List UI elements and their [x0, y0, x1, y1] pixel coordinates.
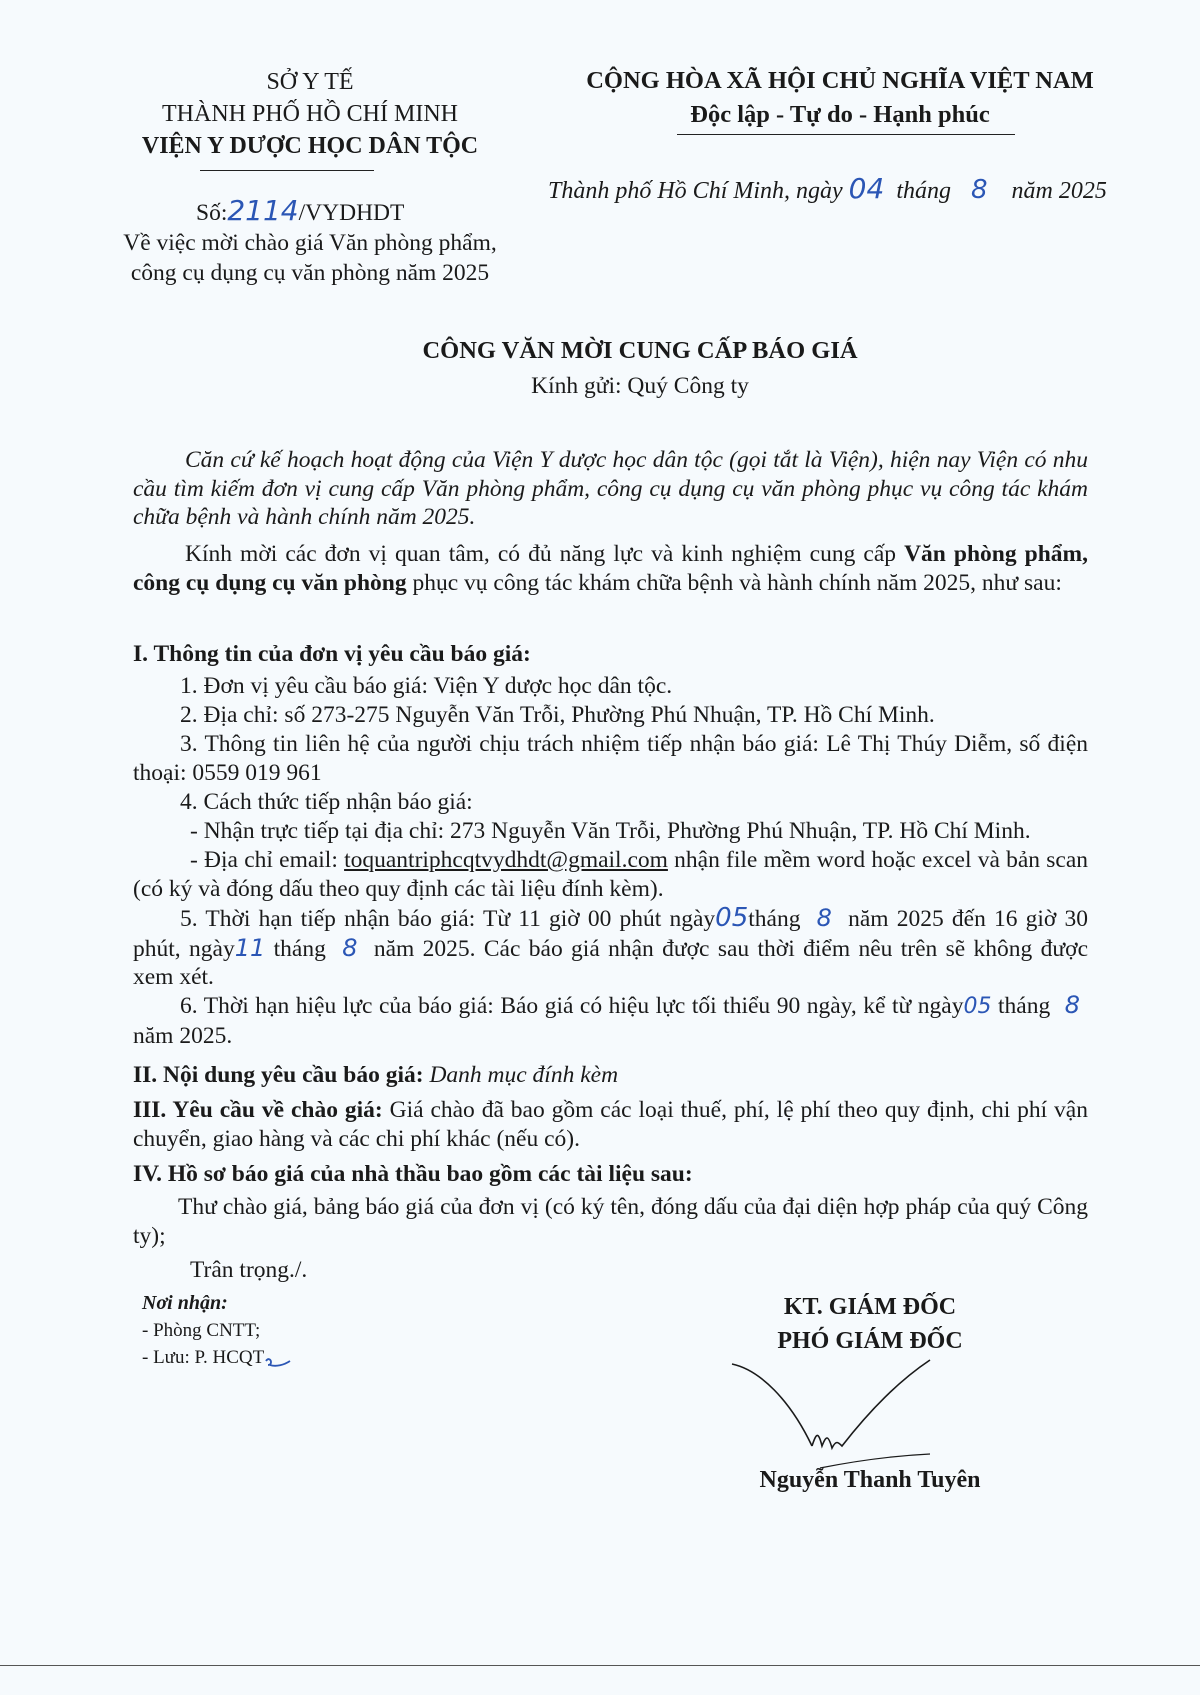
invite-pre: Kính mời các đơn vị quan tâm, có đủ năng lực và kinh nghiệm cung cấp [185, 541, 905, 567]
recipient-item-1: - Phòng CNTT; [142, 1320, 261, 1341]
section1-item3 [133, 730, 1088, 787]
agency-line1: SỞ Y TẾ [266, 69, 354, 95]
initials-mark [264, 1351, 292, 1369]
item5-text-e: năm 2025. Các báo giá nhận được sau thời điểm nêu trên sẽ không được xem xét. [133, 935, 1089, 990]
invite-post: phục vụ công tác khám chữa bệnh và hành chính năm 2025, như sau: [406, 569, 1062, 596]
section3 [133, 1096, 1088, 1153]
section4-text: Thư chào giá, bảng báo giá của đơn vị (có ký tên, đóng dấu của đại diện hợp pháp của quý Công ty); [133, 1194, 1088, 1249]
document-title: CÔNG VĂN MỜI CUNG CẤP BÁO GIÁ [422, 337, 858, 364]
section2 [133, 1061, 1088, 1090]
document-date [548, 172, 1138, 208]
recipient-item-2 [142, 1344, 292, 1371]
agency-line2: THÀNH PHỐ HỒ CHÍ MINH [162, 101, 458, 127]
item6-text-b: tháng [997, 993, 1051, 1019]
recipients-label: Nơi nhận: [142, 1292, 228, 1314]
item5-day2-handwritten: 11 [234, 933, 266, 962]
signature-role1: KT. GIÁM ĐỐC [783, 1294, 957, 1320]
item6-text-c: năm 2025. [133, 1022, 233, 1049]
national-motto: Độc lập - Tự do - Hạnh phúc [690, 101, 990, 128]
document-recipient: Kính gửi: Quý Công ty [531, 373, 749, 399]
national-title: CỘNG HÒA XÃ HỘI CHỦ NGHĨA VIỆT NAM [586, 67, 1094, 94]
section1-item4b [133, 846, 1088, 903]
item6-text-a: 6. Thời hạn hiệu lực của báo giá: Báo giá có hiệu lực tối thiểu 90 ngày, kể từ ngày [180, 993, 964, 1019]
subject-line1: Về việc mời chào giá Văn phòng phẩm, [123, 230, 497, 256]
intro-text: Căn cứ kế hoạch hoạt động của Viện Y dược học dân tộc (gọi tắt là Viện), hiện nay Viện có nhu cầu tìm kiếm đơn vị cung cấp Văn phòng phẩm, công cụ dụng cụ văn phòng phục vụ công tác khám chữa bệnh và hành chính năm 2025. [133, 447, 1088, 530]
section1-item5 [133, 904, 1088, 992]
section4-text-paragraph [133, 1193, 1088, 1250]
item5-text-c: năm 2025 đến 16 giờ 30 phút, ngày [133, 906, 1089, 962]
section2-heading: II. Nội dung yêu cầu báo giá: [133, 1062, 424, 1088]
agency-name: VIỆN Y DƯỢC HỌC DÂN TỘC [141, 133, 479, 159]
item5-text-d: tháng [273, 935, 326, 962]
motto-underline [677, 134, 1015, 135]
email-label: - Địa chỉ email: [190, 847, 345, 873]
section3-heading: III. Yêu cầu về chào giá: [133, 1097, 383, 1123]
item5-text-b: tháng [748, 906, 801, 932]
section1-item2: 2. Địa chỉ: số 273-275 Nguyễn Văn Trỗi, Phường Phú Nhuận, TP. Hồ Chí Minh. [180, 702, 935, 728]
date-prefix: Thành phố Hồ Chí Minh, ngày [548, 178, 843, 204]
section1-item1: 1. Đơn vị yêu cầu báo giá: Viện Y dược học dân tộc. [180, 673, 673, 699]
document-number-handwritten: 2114 [227, 194, 299, 227]
section1-item6 [133, 991, 1088, 1050]
section4-heading: IV. Hồ sơ báo giá của nhà thầu bao gồm các tài liệu sau: [133, 1161, 693, 1187]
section1-item4: 4. Cách thức tiếp nhận báo giá: [180, 789, 473, 815]
recipients-block [142, 1290, 292, 1371]
document-subject [100, 228, 520, 288]
section3-text: Giá chào đã bao gồm các loại thuế, phí, lệ phí theo quy định, chi phí vận chuyển, giao hàng và các chi phí khác (nếu có). [133, 1097, 1088, 1152]
subject-line2: công cụ dụng cụ văn phòng năm 2025 [130, 260, 490, 286]
national-header [540, 64, 1140, 132]
section1-item3-text: 3. Thông tin liên hệ của người chịu trách nhiệm tiếp nhận báo giá: Lê Thị Thúy Diễm, số điện thoại: 0559 019 961 [133, 731, 1088, 786]
document-number [196, 196, 404, 228]
item5-month1-handwritten: 8 [816, 904, 832, 932]
agency-header [100, 66, 520, 162]
email-note: nhận file mềm word hoặc excel và bản scan (có ký và đóng dấu theo quy định các tài liệu đính kèm). [133, 847, 1089, 902]
document-number-suffix: /VYDHDT [298, 200, 405, 226]
section1-item4a: - Nhận trực tiếp tại địa chỉ: 273 Nguyễn Văn Trỗi, Phường Phú Nhuận, TP. Hồ Chí Minh. [190, 818, 1031, 844]
section1-heading: I. Thông tin của đơn vị yêu cầu báo giá: [133, 641, 531, 667]
invite-bold: Văn phòng phẩm, công cụ dụng cụ văn phòng [133, 541, 1088, 596]
agency-underline [200, 170, 374, 171]
signer-name: Nguyễn Thanh Tuyên [759, 1467, 981, 1493]
section2-text: Danh mục đính kèm [429, 1062, 619, 1088]
document-number-prefix: Số: [196, 200, 228, 226]
closing: Trân trọng./. [190, 1257, 308, 1283]
email-link[interactable]: toquantriphcqtvydhdt@gmail.com [344, 847, 668, 873]
item6-month-handwritten: 8 [1064, 991, 1081, 1019]
intro-paragraph [133, 446, 1088, 532]
item5-text-a: 5. Thời hạn tiếp nhận báo giá: Từ 11 giờ 00 phút ngày [180, 906, 716, 932]
invite-paragraph [133, 540, 1088, 597]
page-bottom-rule [0, 1665, 1200, 1666]
signature-role2: PHÓ GIÁM ĐỐC [777, 1328, 963, 1354]
date-month-handwritten: 8 [970, 175, 988, 205]
signature-block [700, 1290, 1040, 1358]
date-month-label: tháng [896, 178, 951, 204]
item5-month2-handwritten: 8 [342, 933, 358, 962]
item6-day-handwritten: 05 [963, 994, 992, 1019]
item5-day1-handwritten: 05 [715, 903, 749, 933]
date-day-handwritten: 04 [848, 172, 885, 205]
recipient-item-2-text: - Lưu: P. HCQT [142, 1347, 265, 1368]
date-year: năm 2025 [1011, 178, 1107, 204]
